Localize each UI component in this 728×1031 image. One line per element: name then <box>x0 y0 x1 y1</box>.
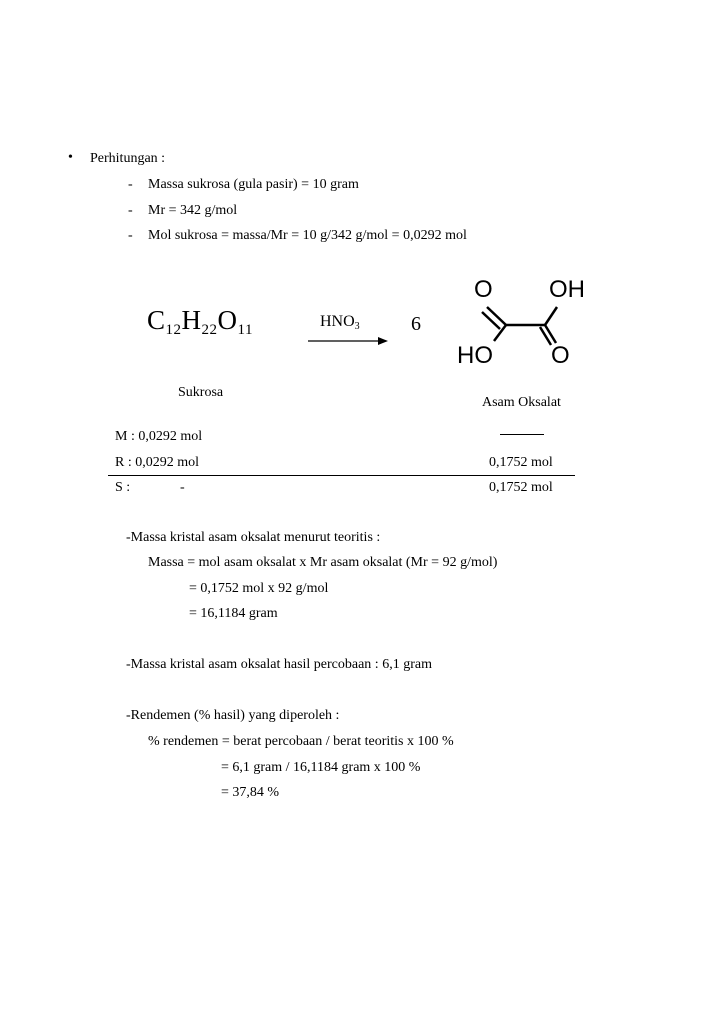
rendemen-step: = 6,1 gram / 16,1184 gram x 100 % <box>221 760 421 775</box>
list-bullet: • <box>68 150 73 165</box>
list-item: Mr = 342 g/mol <box>148 203 238 218</box>
table-divider <box>108 475 575 476</box>
list-dash: - <box>128 203 133 218</box>
teoritis-step: = 0,1752 mol x 92 g/mol <box>189 581 329 596</box>
reaction-arrow-icon <box>306 334 390 348</box>
sucrose-formula: $C_{12}H_{22}O_{11}$ <box>147 305 253 338</box>
list-item: Mol sukrosa = massa/Mr = 10 g/342 g/mol = 0,0292 mol <box>148 228 467 243</box>
row-sisa-label: S : <box>115 480 131 495</box>
list-dash: - <box>128 177 133 192</box>
product-name: Asam Oksalat <box>482 395 561 410</box>
reagent-hno3: $HNO_3$ <box>320 313 360 332</box>
rendemen-heading: -Rendemen (% hasil) yang diperoleh : <box>126 708 340 723</box>
teoritis-result: = 16,1184 gram <box>189 606 278 621</box>
hydroxyl-top-right-label: OH <box>549 276 585 303</box>
oxygen-top-left-label: O <box>474 276 493 303</box>
teoritis-formula: Massa = mol asam oksalat x Mr asam oksalat (Mr = 92 g/mol) <box>148 555 498 570</box>
row-reaksi: R : 0,0292 mol <box>115 455 200 470</box>
section-title: Perhitungan : <box>90 151 166 166</box>
percobaan-line: -Massa kristal asam oksalat hasil percobaan : 6,1 gram <box>126 657 432 672</box>
row-sisa-reactant: - <box>180 480 185 495</box>
product-underline <box>500 434 544 435</box>
rendemen-result: = 37,84 % <box>221 785 280 800</box>
list-item: Massa sukrosa (gula pasir) = 10 gram <box>148 177 359 192</box>
list-dash: - <box>128 228 133 243</box>
row-mula-mula: M : 0,0292 mol <box>115 429 203 444</box>
teoritis-heading: -Massa kristal asam oksalat menurut teoritis : <box>126 530 381 545</box>
row-reaksi-product: 0,1752 mol <box>489 455 553 470</box>
row-sisa-product: 0,1752 mol <box>489 480 553 495</box>
hydroxyl-bottom-left-label: HO <box>457 342 493 369</box>
oxygen-bottom-right-label: O <box>551 342 570 369</box>
rendemen-formula: % rendemen = berat percobaan / berat teoritis x 100 % <box>148 734 454 749</box>
reactant-name: Sukrosa <box>178 385 224 400</box>
product-coefficient: 6 <box>411 313 421 335</box>
